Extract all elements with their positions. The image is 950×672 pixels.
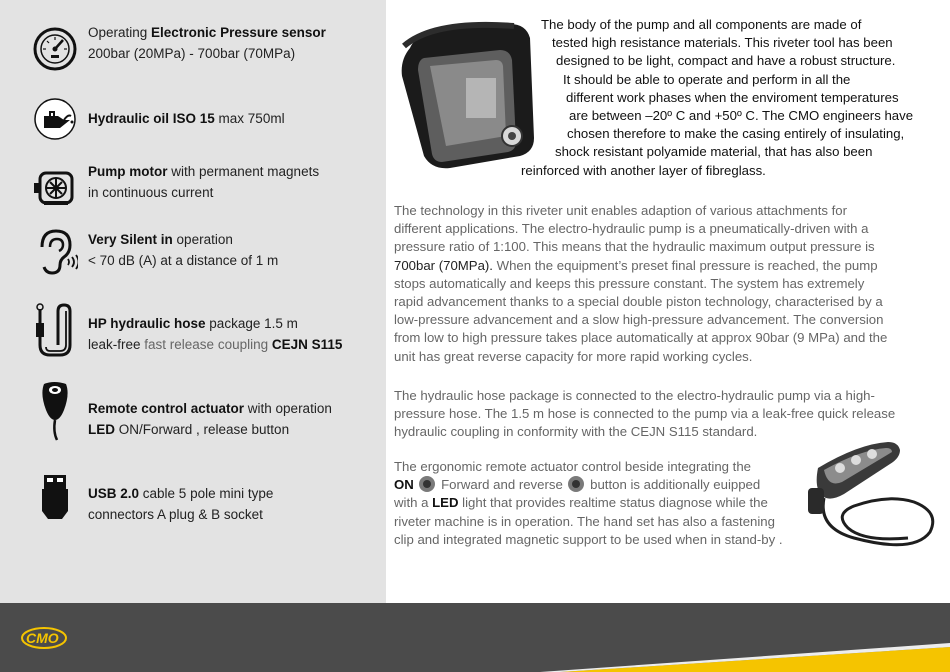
feature-text: Hydraulic oil ISO 15 max 750ml (88, 111, 285, 126)
footer-bar (0, 603, 950, 672)
ear-sound-icon (32, 225, 78, 275)
footer-yellow-stripe (0, 603, 950, 672)
cmo-logo (20, 622, 68, 652)
hose-paragraph: The hydraulic hose package is connected to the electro-hydraulic pump via a high- pressure hose. The 1.5 m hose is connected to the pump via a leak-free quick release hydraulic coupling in conformity with the CEJN S115 standard. (394, 388, 896, 440)
feature-text: HP hydraulic hose package 1.5 m leak-free fast release coupling CEJN S115 (88, 316, 343, 352)
feature-text: Pump motor with permanent magnets in continuous current (88, 164, 320, 200)
oil-can-icon (32, 94, 78, 144)
usb-icon (32, 473, 78, 525)
forward-button-icon (419, 476, 435, 492)
feature-text: USB 2.0 cable 5 pole mini type connectors A plug & B socket (88, 486, 274, 522)
description-panel (386, 0, 950, 603)
pressure-gauge-icon (32, 24, 78, 74)
remote-control-icon (32, 378, 78, 444)
remote-paragraph: The ergonomic remote actuator control beside integrating the ON Forward and reverse button is additionally euipped with a LED light that provides realtime status diagnose while the riveter machine is in operation. The hand set has also a fastening clip and integrated magnetic support to be used when in stand-by . (394, 459, 783, 547)
feature-text: Remote control actuator with operation LED ON/Forward , release button (88, 401, 332, 437)
motor-icon (32, 163, 78, 213)
remote-control-image (798, 438, 948, 568)
feature-panel (0, 0, 386, 603)
reverse-button-icon (568, 476, 584, 492)
hose-icon (32, 303, 78, 361)
technology-paragraph: The technology in this riveter unit enables adaption of various attachments for different applications. The electro-hydraulic pump is a pneumatically-driven with a pressure ratio of 1:100. This means that the hydraulic maximum output pressure is 700bar (70MPa). When the equipment’s preset final pressure is reached, the pump stops automatically and keeps this pressure constant. The system has extremely rapid advancement thanks to a special double piston technology, characterised by a low-pressure advancement and a slow high-pressure advancement. The conversion from low to high pressure takes place automatically at approx 90bar (9 MPa) and the unit has great reverse capacity for more rapid working cycles. (394, 203, 888, 364)
logo-text: CMO (26, 630, 59, 646)
feature-text: Very Silent in operation < 70 dB (A) at a distance of 1 m (88, 232, 279, 268)
feature-text: Operating Electronic Pressure sensor 200bar (20MPa) - 700bar (70MPa) (88, 25, 326, 61)
intro-text: The body of the pump and all components are made of tested high resistance materials. This riveter tool has been designed to be light, compact and have a robust structure. It should be able to operate and perform in all the different work phases when the enviroment temperatures are between –20º C and +50º C. The CMO engineers have chosen therefore to make the casing entirely of insulating, shock resistant polyamide material, that has also been reinforced with another layer of fibreglass. (521, 17, 914, 178)
